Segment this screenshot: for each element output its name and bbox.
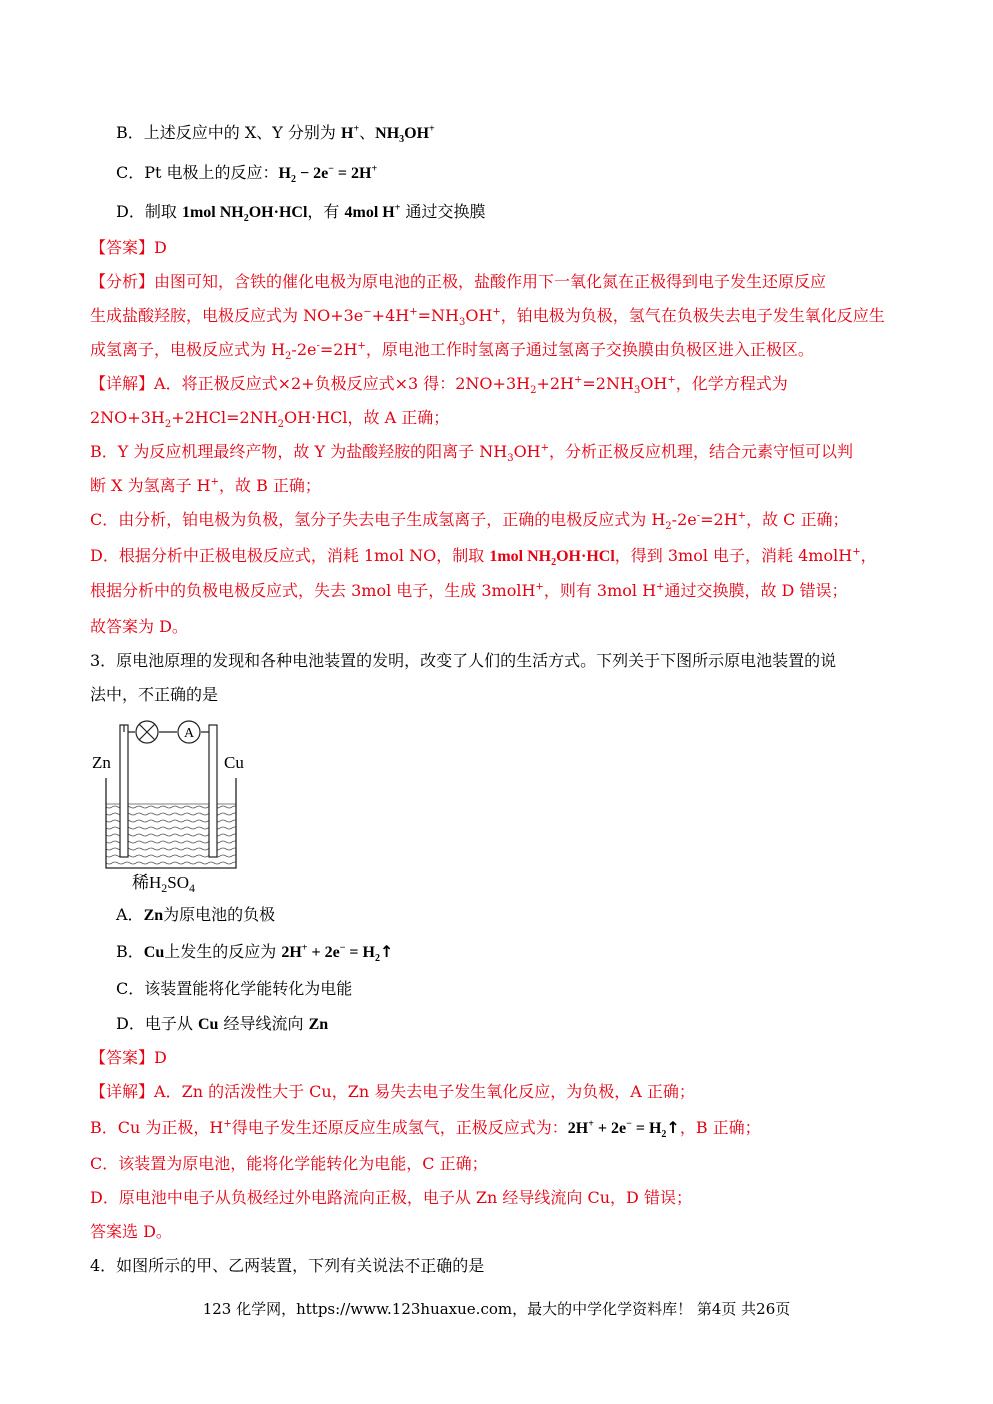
q2-conclusion: 故答案为 D。	[90, 617, 188, 636]
q3-option-a: A．Zn为原电池的负极	[116, 905, 276, 924]
q2-detail-b1: B．Y 为反应机理最终产物，故 Y 为盐酸羟胺的阳离子 $NH_3OH^+$，分析正极反应机理，结合元素守恒可以判	[90, 442, 854, 465]
cu-electrode	[209, 725, 217, 857]
q2-answer: 【答案】D	[90, 238, 167, 257]
wire-circuit	[124, 732, 213, 816]
q3-detail-a: 【详解】A．Zn 的活泼性大于 Cu，Zn 易失去电子发生氧化反应，为负极，A 正确；	[90, 1082, 695, 1101]
cu-label: Cu	[224, 753, 244, 772]
ammeter-icon	[178, 721, 200, 743]
q2-detail-d1: D．根据分析中正极电极反应式，消耗 1mol NO，制取 1mol $NH_2OH\cdot HCl$，得到 3mol 电子，消耗 4molH+，	[90, 546, 877, 569]
q3-conclusion: 答案选 D。	[90, 1222, 172, 1241]
zn-electrode	[120, 725, 128, 857]
q2-analysis-line3: 成氢离子，电极反应式为 $H_2-2e^-=2H^+$，原电池工作时氢离子通过氢离子交换膜由负极区进入正极区。	[90, 340, 814, 363]
q2-analysis-line2: 生成盐酸羟胺，电极反应式为 $NO+3e^-+4H^+=NH_3OH^+$，铂电极为负极，氢气在负极失去电子发生氧化反应生	[90, 306, 885, 329]
q3-detail-b: B．Cu 为正极，H+得电子发生还原反应生成氢气，正极反应式为：$2H^+ + 2e^- = H_2↑$，B 正确；	[90, 1118, 761, 1141]
q3-option-c: C．该装置能将化学能转化为电能	[116, 979, 353, 998]
q3-answer: 【答案】D	[90, 1048, 167, 1067]
q2-detail-a1: 【详解】A．将正极反应式×2+负极反应式×3 得：$2NO+3H_2+2H^+=2NH_3OH^+$，化学方程式为	[90, 374, 788, 397]
zn-label: Zn	[92, 753, 111, 772]
q2-detail-b2: 断 X 为氢离子 H+，故 B 正确；	[90, 476, 321, 495]
q2-detail-a2: $2NO+3H_2+2HCl=2NH_2OH\cdot HCl$，故 A 正确；	[90, 408, 450, 431]
page-footer: 123 化学网，https://www.123huaxue.com，最大的中学化学资料库！ 第4页 共26页	[202, 1300, 791, 1318]
q2-option-b: B．上述反应中的 X、Y 分别为 H+、$NH_3OH^+$	[116, 123, 435, 146]
lamp-icon	[136, 721, 158, 743]
solution-label: 稀$H_2SO_4$	[132, 873, 196, 894]
q2-option-d: D．制取 1mol $NH_2OH\cdot HCl$，有 4mol H+ 通过交换膜	[116, 202, 486, 225]
q3-detail-c: C．该装置为原电池，能将化学能转化为电能，C 正确；	[90, 1154, 488, 1173]
q3-option-b: B．Cu上发生的反应为 $2H^+ + 2e^- = H_2↑$	[116, 942, 394, 965]
q2-detail-c1: C．由分析，铂电极为负极，氢分子失去电子生成氢离子，正确的电极反应式为 $H_2-2e^-=2H^+$，故 C 正确；	[90, 510, 849, 533]
q4-stem: 4．如图所示的甲、乙两装置，下列有关说法不正确的是	[90, 1256, 485, 1275]
q3-stem-line1: 3．原电池原理的发现和各种电池装置的发明，改变了人们的生活方式。下列关于下图所示原电池装置的说	[90, 651, 837, 670]
ammeter-label: A	[183, 726, 195, 741]
q3-detail-d: D．原电池中电子从负极经过外电路流向正极，电子从 Zn 经导线流向 Cu，D 错误；	[90, 1188, 692, 1207]
q2-analysis-line1: 【分析】由图可知，含铁的催化电极为原电池的正极，盐酸作用下一氧化氮在正极得到电子发生还原反应	[90, 272, 827, 291]
q2-detail-d2: 根据分析中的负极电极反应式，失去 3mol 电子，生成 3molH+，则有 3mol H+通过交换膜，故 D 错误；	[90, 581, 848, 600]
galvanic-cell-diagram	[88, 712, 260, 894]
q3-stem-line2: 法中，不正确的是	[90, 685, 219, 704]
q2-option-c: C．Pt 电极上的反应：$H_2 - 2e^- = 2H^+$	[116, 163, 378, 186]
q3-option-d: D．电子从 Cu 经导线流向 Zn	[116, 1014, 329, 1033]
